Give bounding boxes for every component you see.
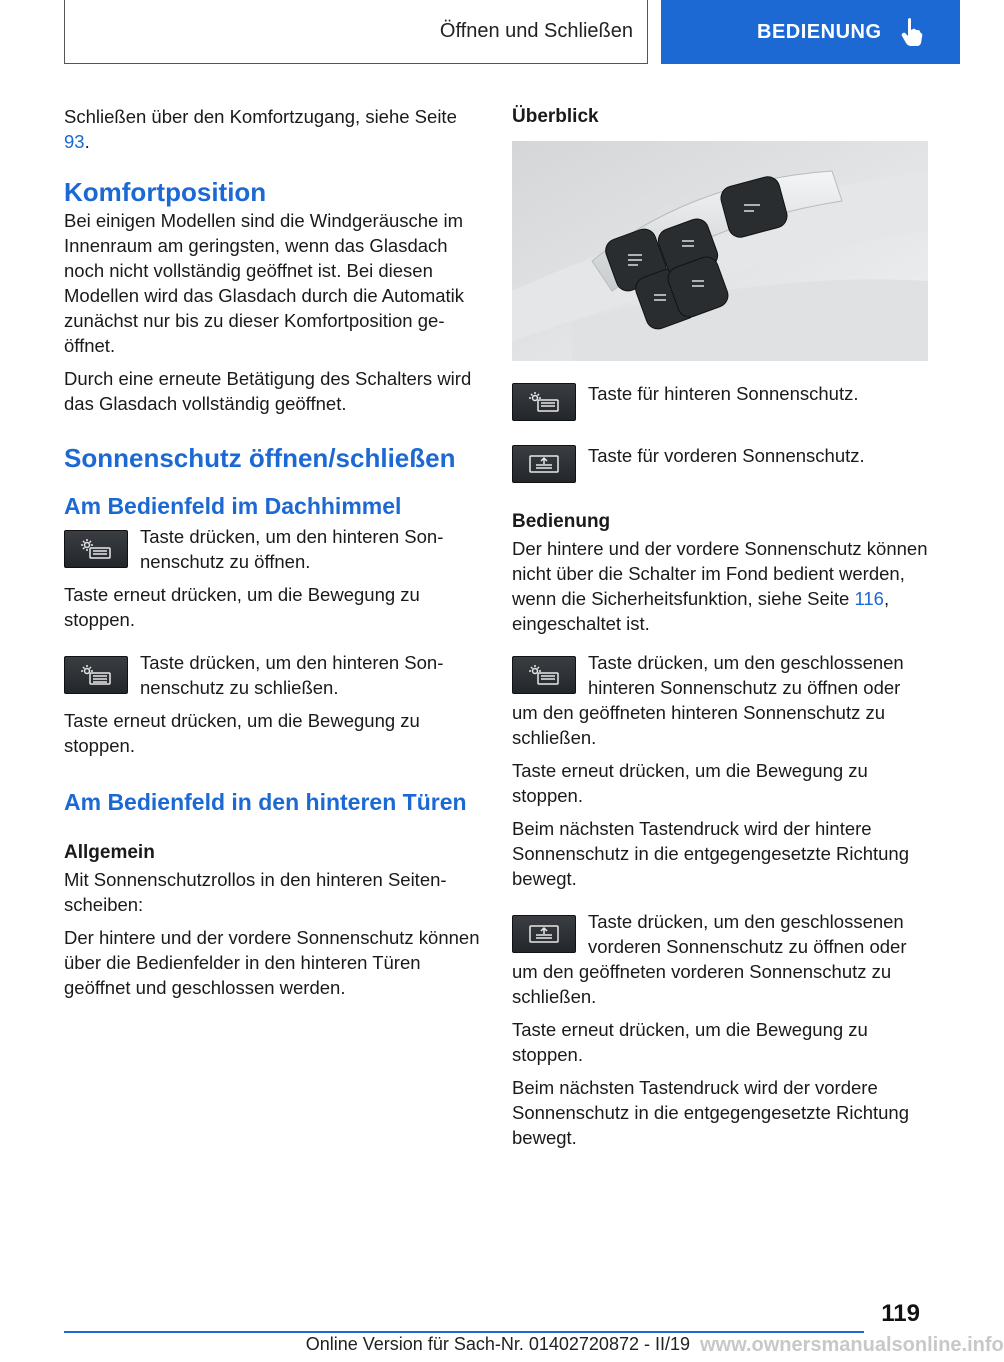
intro-paragraph: Schließen über den Komfortzugang, siehe Seite 93.: [64, 106, 457, 152]
legend-text-front: Taste für vorderen Sonnenschutz.: [588, 445, 865, 466]
heading-dachhimmel: Am Bedienfeld im Dachhimmel: [64, 493, 402, 519]
front-sunshade-door-button-icon: [512, 915, 576, 953]
front-sunshade-button-icon: [512, 445, 576, 483]
rear-sunshade-door-button-icon: [512, 656, 576, 694]
left-column: [64, 104, 480, 1008]
dach-paragraph-3: Taste drücken, um den hinteren Sonnenschutz zu schließen.: [140, 652, 444, 698]
heading-sonnenschutz: Sonnenschutz öffnen/schließen: [64, 443, 456, 473]
bedienung-paragraph-7: Beim nächsten Tastendruck wird der vordere Sonnenschutz in die entgegengesetzte Richtung bewegt.: [512, 1077, 910, 1148]
bedienung-paragraph-6: Taste erneut drücken, um die Bewegung zu stoppen.: [512, 1019, 868, 1065]
door-panel-photo: [512, 141, 928, 361]
heading-bedienung: Bedienung: [512, 511, 611, 532]
rear-sunshade-button-icon: [512, 383, 576, 421]
rear-sunshade-roof-button-icon: [64, 530, 128, 568]
legend-rear-sunshade: [512, 381, 928, 421]
bedienung-paragraph-5: Taste drücken, um den geschlossenen vorderen Sonnenschutz zu öffnen oder um den geöffneten vorderen Sonnenschutz zu schließen.: [512, 911, 907, 1007]
dach-paragraph-1: Taste drücken, um den hinteren Sonnenschutz zu öffnen.: [140, 526, 444, 572]
bedienung-paragraph-4: Beim nächsten Tastendruck wird der hintere Sonnenschutz in die entgegengesetzte Richtung bewegt.: [512, 818, 910, 889]
allgemein-paragraph-2: Der hintere und der vordere Sonnenschutz können über die Bedienfelder in den hinteren Türen geöffnet und geschlossen werden.: [64, 927, 480, 998]
header-section-title: Öffnen und Schließen: [439, 20, 633, 42]
dach-paragraph-2: Taste erneut drücken, um die Bewegung zu stoppen.: [64, 584, 420, 630]
header-chapter-tab: [661, 0, 960, 64]
heading-ueberblick: Überblick: [512, 106, 599, 127]
header-section-tab: [64, 0, 648, 64]
heading-komfortposition: Komfortposition: [64, 177, 267, 207]
dach-close-instruction: [64, 650, 480, 700]
komfort-paragraph-2: Durch eine erneute Betätigung des Schalters wird das Glasdach vollständig geöffnet.: [64, 368, 472, 414]
header-chapter-title: BEDIENUNG: [757, 20, 882, 43]
legend-text-rear: Taste für hinteren Sonnenschutz.: [588, 383, 859, 404]
footer-online-version: Online Version für Sach-Nr. 01402720872 - II/19: [305, 1334, 690, 1354]
watermark-text: www.ownersmanualsonline.info: [700, 1334, 1004, 1356]
bedienung-paragraph-2: Taste drücken, um den geschlossenen hinteren Sonnenschutz zu öffnen oder um den geöffneten hinteren Sonnenschutz zu schließen.: [512, 652, 904, 748]
page-number: 119: [881, 1300, 920, 1327]
page-link-93[interactable]: 93: [64, 131, 85, 152]
legend-front-sunshade: [512, 443, 928, 483]
right-column: [512, 104, 928, 1158]
bedienung-paragraph-1: Der hintere und der vordere Sonnenschutz können nicht über die Schalter im Fond bedient werden, wenn die Sicherheitsfunktion, siehe Seite 116, eingeschaltet ist.: [512, 538, 928, 634]
pointing-hand-icon: [900, 17, 924, 47]
allgemein-paragraph-1: Mit Sonnenschutzrollos in den hinteren Seitenscheiben:: [64, 869, 447, 915]
dach-open-instruction: [64, 524, 480, 574]
page-link-116[interactable]: 116: [854, 588, 884, 609]
rear-sunshade-close-button-icon: [64, 656, 128, 694]
dach-paragraph-4: Taste erneut drücken, um die Bewegung zu stoppen.: [64, 710, 420, 756]
komfort-paragraph-1: Bei einigen Modellen sind die Windgeräusche im Innenraum am geringsten, wenn das Glasdach noch nicht vollständig geöffnet ist. Bei diesen Modellen wird das Glasdach durch die Automatik zunächst nur bis zu dieser Komfortposition geöffnet.: [64, 210, 465, 356]
bedienung-paragraph-3: Taste erneut drücken, um die Bewegung zu stoppen.: [512, 760, 868, 806]
bedienung-front-instruction: [512, 909, 928, 1009]
bedienung-rear-instruction: [512, 650, 928, 750]
heading-allgemein: Allgemein: [64, 842, 155, 863]
footer-divider: [64, 1331, 864, 1333]
heading-hintere-tueren: Am Bedienfeld in den hinteren Türen: [64, 789, 467, 815]
